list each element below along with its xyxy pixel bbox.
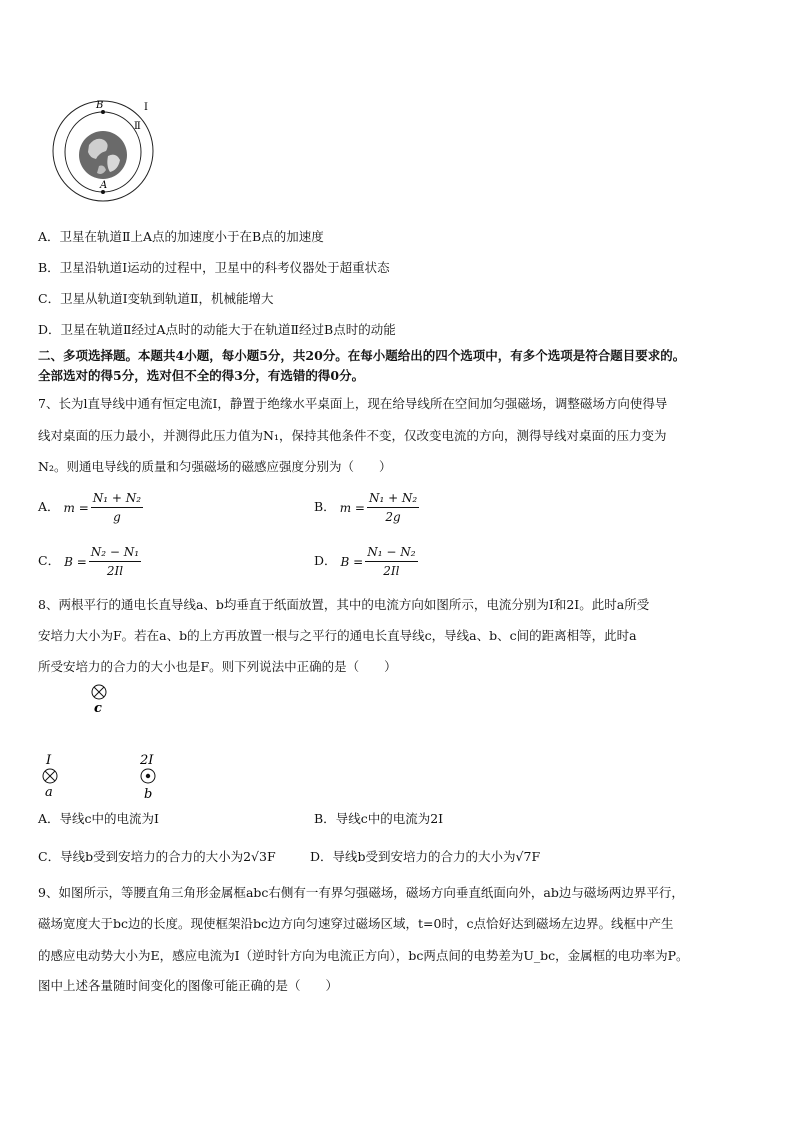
wire-c-into-page-icon [92,685,106,699]
q7-option-a: A． m = $\frac{\text{N₁ + N₂}}{g}$ [38,491,142,524]
orbit-diagram [44,96,164,206]
q7-line-2: 线对桌面的压力最小，并测得此压力值为N₁，保持其他条件不变，仅改变电流的方向，测得导线对桌面的压力变为 [38,428,667,443]
label-c: c [94,701,102,716]
q9-line-2: 磁场宽度大于bc边的长度。现使框架沿bc边方向匀速穿过磁场区域，t=0时，c点恰好达到磁场左边界。线框中产生 [38,916,674,931]
fraction: $\frac{\text{N₁ + N₂}}{2g}$ [368,491,418,524]
q8-option-c: C．导线b受到安培力的合力的大小为2√3F [38,849,276,864]
wire-b-out-of-page-icon [141,769,155,783]
q7-option-d: D． B = $\frac{\text{N₁ − N₂}}{2Il}$ [314,545,416,578]
q9-line-1: 9、如图所示，等腰直角三角形金属框abc右侧有一有界匀强磁场，磁场方向垂直纸面向外，ab边与磁场两边界平行， [38,885,684,900]
current-b-label: 2I [140,753,154,768]
q8-option-b: B．导线c中的电流为2I [314,811,444,826]
earth-icon [79,131,127,179]
q9-line-4: 图中上述各量随时间变化的图像可能正确的是（ ） [38,978,339,993]
label-orbit-2: Ⅱ [134,121,141,132]
q7-option-b: B． m = $\frac{\text{N₁ + N₂}}{2g}$ [314,491,418,524]
q8-line-2: 安培力大小为F。若在a、b的上方再放置一根与之平行的通电长直导线c，导线a、b、c间的距离相等，此时a [38,628,637,643]
q7-line-3: N₂。则通电导线的质量和匀强磁场的磁感应强度分别为（ ） [38,459,392,474]
q7-line-1: 7、长为l直导线中通有恒定电流I，静置于绝缘水平桌面上，现在给导线所在空间加匀强磁场，调整磁场方向使得导 [38,396,668,411]
q6-option-d: D．卫星在轨道Ⅱ经过A点时的动能大于在轨道Ⅱ经过B点时的动能 [38,322,396,337]
q6-option-a: A．卫星在轨道Ⅱ上A点的加速度小于在B点的加速度 [38,229,324,244]
label-a: a [45,785,53,800]
wire-a-into-page-icon [43,769,57,783]
label-b: b [144,787,153,802]
q9-line-3: 的感应电动势大小为E，感应电流为I（逆时针方向为电流正方向），bc两点间的电势差为U_bc，金属框的电功率为P。 [38,948,689,963]
label-orbit-1: Ⅰ [144,102,148,113]
q8-option-d: D．导线b受到安培力的合力的大小为√7F [310,849,541,864]
fraction: $\frac{\text{N₁ − N₂}}{2Il}$ [367,545,416,578]
q6-option-c: C．卫星从轨道Ⅰ变轨到轨道Ⅱ，机械能增大 [38,291,274,306]
section-2-header-line-2: 全部选对的得5分，选对但不全的得3分，有选错的得0分。 [38,368,365,383]
label-a: A [100,180,108,191]
fraction: $\frac{\text{N₁ + N₂}}{g}$ [92,491,142,524]
section-2-header-line-1: 二、多项选择题。本题共4小题，每小题5分，共20分。在每小题给出的四个选项中，有多个选项是符合题目要求的。 [38,348,686,363]
q8-option-a: A．导线c中的电流为I [38,811,159,826]
q8-line-1: 8、两根平行的通电长直导线a、b均垂直于纸面放置，其中的电流方向如图所示，电流分别为I和2I。此时a所受 [38,597,650,612]
wires-diagram [30,678,190,804]
current-a-label: I [46,753,52,768]
q7-option-c: C． B = $\frac{\text{N₂ − N₁}}{2Il}$ [38,545,140,578]
label-b: B [96,100,104,111]
q8-line-3: 所受安培力的合力的大小也是F。则下列说法中正确的是（ ） [38,659,397,674]
fraction: $\frac{\text{N₂ − N₁}}{2Il}$ [90,545,140,578]
q6-option-b: B．卫星沿轨道Ⅰ运动的过程中，卫星中的科考仪器处于超重状态 [38,260,390,275]
